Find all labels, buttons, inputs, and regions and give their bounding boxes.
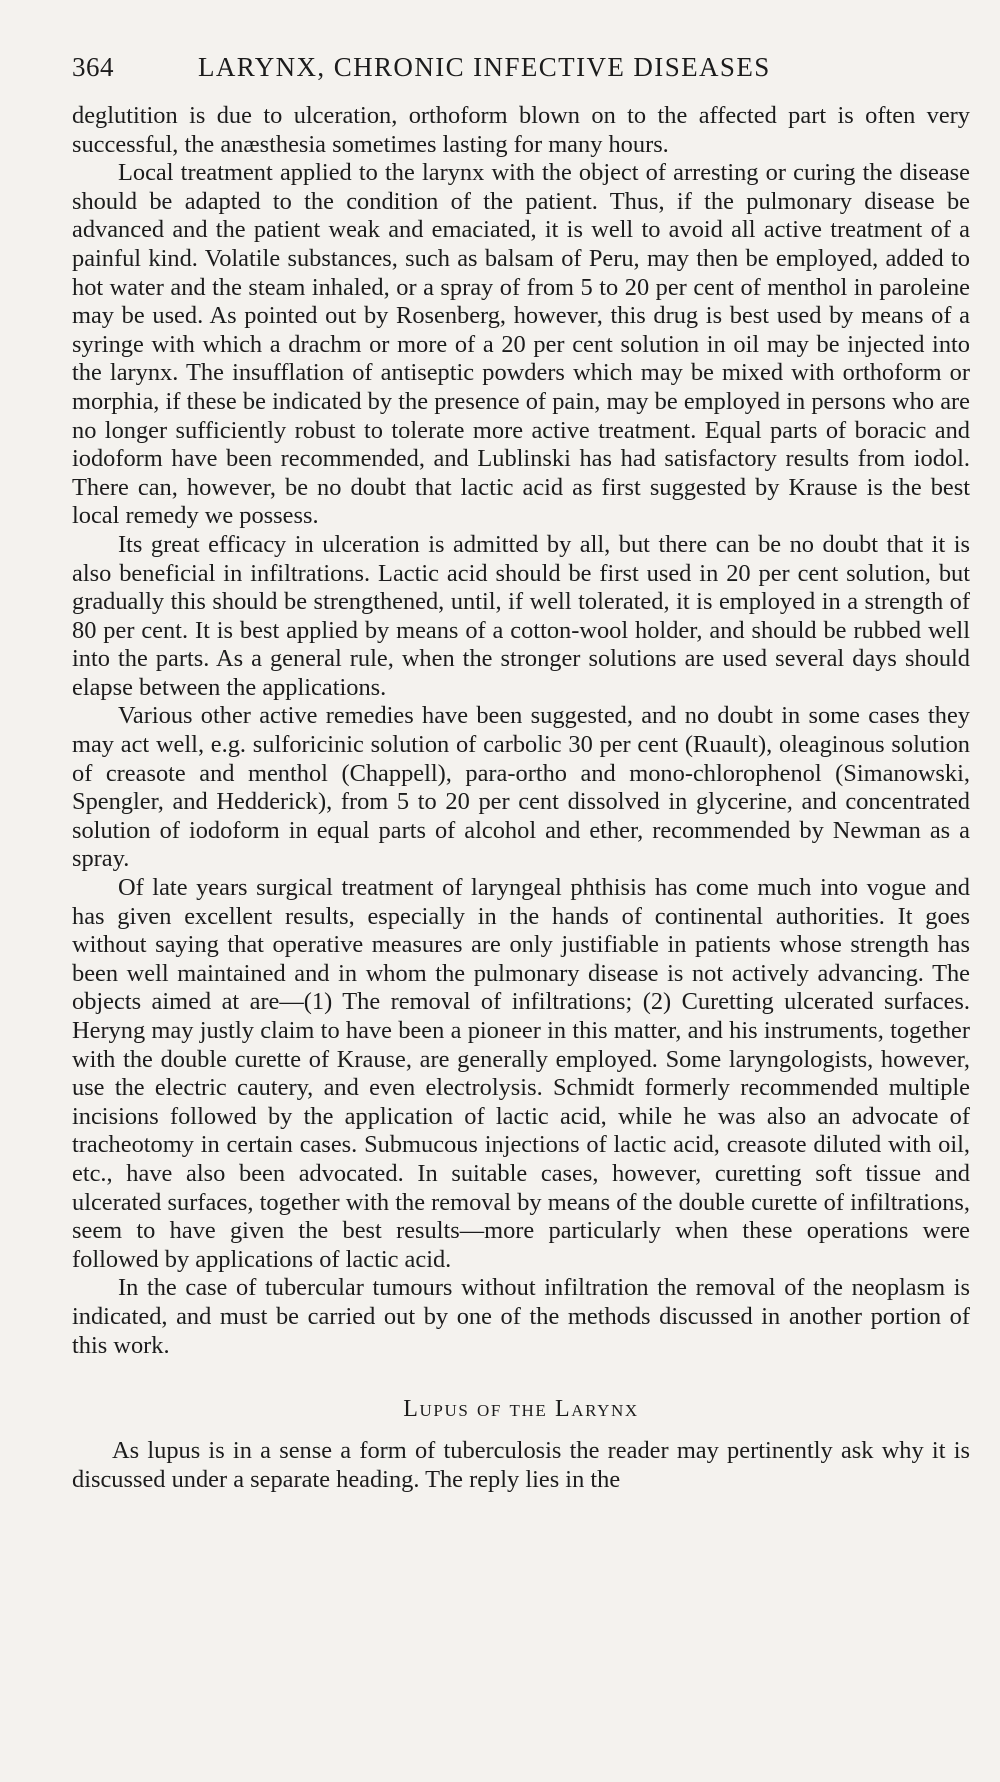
running-head <box>72 52 970 102</box>
paragraph-tubercular-tumours: In the case of tubercular tumours without infiltration the removal of the neoplasm is indicated, and must be carried out by one of the methods discussed in another portion of this work. <box>72 1274 970 1359</box>
running-title: LARYNX, CHRONIC INFECTIVE DISEASES <box>198 52 771 82</box>
paragraph-other-remedies: Various other active remedies have been suggested, and no doubt in some cases they may act well, e.g. sulforicinic solution of carbolic 30 per cent (Ruault), oleaginous solution of creasote and menthol (Chappell), para-ortho and mono-chlorophenol (Simanowski, Spengler, and Hedderick), from 5 to 20 per cent dissolved in glycerine, and concentrated solution of iodoform in equal parts of alcohol and ether, recommended by Newman as a spray. <box>72 702 970 873</box>
paragraph-local-treatment: Local treatment applied to the larynx with the object of arresting or curing the disease should be adapted to the condition of the patient. Thus, if the pulmonary disease be advanced and the patient weak and emaciated, it is well to avoid all active treatment of a painful kind. Volatile substances, such as balsam of Peru, may then be employed, added to hot water and the steam inhaled, or a spray of from 5 to 20 per cent of menthol in paroleine may be used. As pointed out by Rosenberg, however, this drug is best used by means of a syringe with which a drachm or more of a 20 per cent solution in oil may be injected into the larynx. The insufflation of antiseptic powders which may be mixed with orthoform or morphia, if these be indicated by the presence of pain, may be employed in persons who are no longer sufficiently robust to tolerate more active treatment. Equal parts of boracic and iodoform have been recommended, and Lublinski has had satisfactory results from iodol. There can, however, be no doubt that lactic acid as first suggested by Krause is the best local remedy we possess. <box>72 159 970 530</box>
paragraph-lactic-acid: Its great efficacy in ulceration is admitted by all, but there can be no doubt that it is also beneficial in infiltrations. Lactic acid should be first used in 20 per cent solution, but gradually this should be strengthened, until, if well tolerated, it is employed in a strength of 80 per cent. It is best applied by means of a cotton-wool holder, and should be rubbed well into the parts. As a general rule, when the stronger solutions are used several days should elapse between the applications. <box>72 530 970 701</box>
page-number: 364 <box>72 52 114 82</box>
section-body-text <box>72 1437 970 1494</box>
section-heading: Lupus of the Larynx <box>403 1396 639 1423</box>
paragraph-continued: deglutition is due to ulceration, orthoform blown on to the affected part is often very successful, the anæsthesia sometimes lasting for many hours. <box>72 102 970 158</box>
paragraph-surgical-treatment: Of late years surgical treatment of laryngeal phthisis has come much into vogue and has given excellent results, especially in the hands of continental authorities. It goes without saying that operative measures are only justifiable in patients whose strength has been well maintained and in whom the pulmonary disease is not actively advancing. The objects aimed at are—(1) The removal of infiltrations; (2) Curetting ulcerated surfaces. Heryng may justly claim to have been a pioneer in this matter, and his instruments, together with the double curette of Krause, are generally employed. Some laryngologists, however, use the electric cautery, and even electrolysis. Schmidt formerly recommended multiple incisions followed by the application of lactic acid, while he was also an advocate of tracheotomy in certain cases. Submucous injections of lactic acid, creasote diluted with oil, etc., have also been advocated. In suitable cases, however, curetting soft tissue and ulcerated surfaces, together with the removal by means of the double curette of infiltrations, seem to have given the best results—more particularly when these operations were followed by applications of lactic acid. <box>72 874 970 1273</box>
paragraph-lupus-intro: As lupus is in a sense a form of tuberculosis the reader may pertinently ask why it is discussed under a separate heading. The reply lies in the <box>72 1437 970 1493</box>
body-text <box>72 102 970 1360</box>
